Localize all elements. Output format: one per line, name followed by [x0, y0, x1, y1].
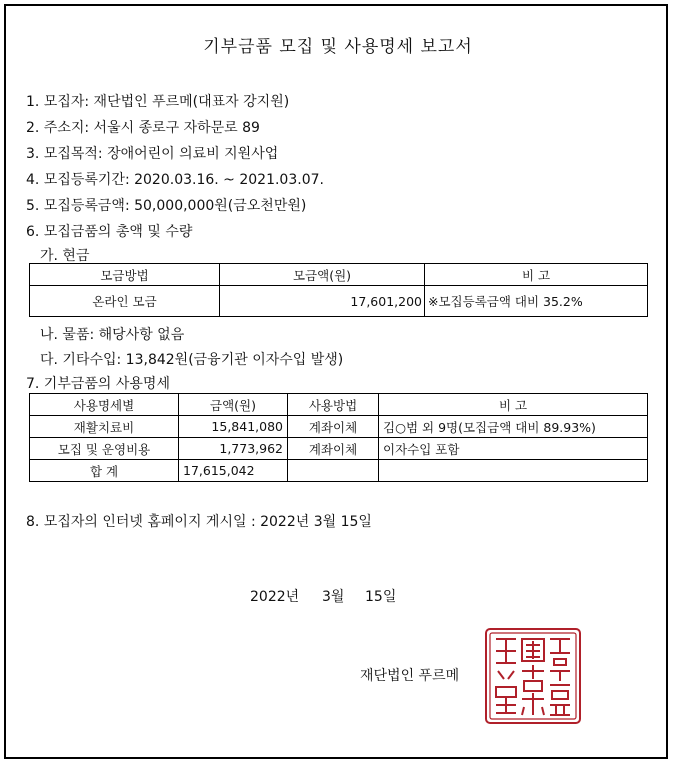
item-6-c: 다. 기타수입: 13,842원(금융기관 이자수입 발생) [40, 352, 344, 368]
item-4: 4. 모집등록기간: 2020.03.16. ~ 2021.03.07. [26, 172, 324, 188]
table-cell: 계좌이체 [288, 416, 379, 438]
table-cell: 17,615,042 [179, 460, 288, 482]
cash-table [29, 263, 648, 317]
table-cell: 합 계 [30, 460, 179, 482]
item-6-a: 가. 현금 [40, 248, 90, 264]
official-seal-icon [484, 627, 582, 725]
table-cell: ※모집등록금액 대비 35.2% [425, 286, 648, 317]
table-header-cell: 금액(원) [179, 394, 288, 416]
table-row [30, 438, 648, 460]
table-header-row [30, 264, 648, 286]
item-5: 5. 모집등록금액: 50,000,000원(금오천만원) [26, 198, 307, 214]
table-header-cell: 사용명세별 [30, 394, 179, 416]
table-cell: 17,601,200 [220, 286, 425, 317]
table-cell: 김○범 외 9명(모집금액 대비 89.93%) [379, 416, 648, 438]
table-header-cell: 모금액(원) [220, 264, 425, 286]
table-cell: 계좌이체 [288, 438, 379, 460]
table-cell: 모집 및 운영비용 [30, 438, 179, 460]
table-row [30, 416, 648, 438]
table-cell [379, 460, 648, 482]
date-day: 15일 [365, 589, 397, 605]
table-header-cell: 비 고 [425, 264, 648, 286]
item-3: 3. 모집목적: 장애어린이 의료비 지원사업 [26, 146, 279, 162]
table-cell: 재활치료비 [30, 416, 179, 438]
usage-table [29, 393, 648, 482]
date-year: 2022년 [250, 589, 300, 605]
item-7: 7. 기부금품의 사용명세 [26, 376, 170, 392]
table-header-cell: 사용방법 [288, 394, 379, 416]
table-cell: 이자수입 포함 [379, 438, 648, 460]
item-1: 1. 모집자: 재단법인 푸르메(대표자 강지원) [26, 94, 290, 110]
table-row [30, 286, 648, 317]
table-header-cell: 비 고 [379, 394, 648, 416]
item-8: 8. 모집자의 인터넷 홈페이지 게시일 : 2022년 3월 15일 [26, 514, 372, 530]
table-cell: 온라인 모금 [30, 286, 220, 317]
table-cell: 15,841,080 [179, 416, 288, 438]
item-6: 6. 모집금품의 총액 및 수량 [26, 224, 193, 240]
organization-name: 재단법인 푸르메 [360, 668, 460, 684]
table-cell: 1,773,962 [179, 438, 288, 460]
table-header-row [30, 394, 648, 416]
table-cell [288, 460, 379, 482]
table-total-row [30, 460, 648, 482]
document-title: 기부금품 모집 및 사용명세 보고서 [203, 37, 473, 57]
date-month: 3월 [322, 589, 345, 605]
item-6-b: 나. 물품: 해당사항 없음 [40, 327, 185, 343]
item-2: 2. 주소지: 서울시 종로구 자하문로 89 [26, 120, 260, 136]
table-header-cell: 모금방법 [30, 264, 220, 286]
